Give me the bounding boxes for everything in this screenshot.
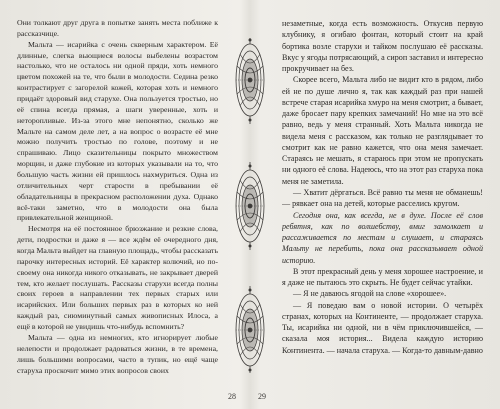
paragraph: Они толкают друг друга в попытке занять места поближе к рассказчице.: [17, 18, 218, 38]
paragraph: — Я поведаю вам о новой истории. О четырёх странах, которых на Континенте, — продолжает старуха. Ты, исарийка ни одной, ни в чём приключившейся, — сказала моя история... Видела каждую историю Континента. — начала старуха. — Когда-то давным-давно: [282, 300, 483, 355]
paragraph: Мальта — одна из немногих, кто игнорирует любые нелепости и продолжает радоваться жизни, в те времена, лишь большими вопросами, часто в тупик, но ещё чаще старуха проскочит мимо этих вопросов своих: [17, 332, 218, 375]
paragraph: — Хватит дёргаться. Всё равно ты меня не обманешь! — рявкает она на детей, которые расселись кругом.: [282, 187, 483, 209]
page-number-left: 28: [228, 392, 236, 401]
paragraph: Скорее всего, Мальта либо не видит кто в рядом, либо ей не по душе лично я, так как каждый раз при нашей встрече старая исарийка хмуро на меня смотрит, а бывает, даже бросает пару крепких замечаний! Но мне на это всё равно, ведь у меня странный. Хоть Мальта никогда не видела меня с рассказом, как только не разглядывает то смотрит как не равно кажется, что она меня замечает. Стараясь не мешать, я стараюсь при этом не пропускать ни одного её слова. Надеюсь, что на этот раз старуха пока меня не заметила.: [282, 75, 483, 186]
paragraph: В этот прекрасный день у меня хорошее настроение, и я даже не пытаюсь это скрыть. Не будет сейчас утайки.: [282, 266, 483, 288]
paragraph: Мальта — исарийка с очень скверным характером. Её длинные, слегка вьющиеся волосы выбелены возрастом настолько, что не осталось ни одной пряди, хоть немного цветом похожей на те, что были в молодости. Седина резко контрастирует с загорелой кожей, которая хоть и немного придаёт здоровый вид старухе. Она пользуется тростью, но её спина всегда прямая, а шаги уверенные, хоть и неторопливые. Из-за этого мне непонятно, сколько же Мальте на самом деле лет, а на вопрос о возрасте её мне можно получить тростью по голове, поэтому и не спрашиваю. Лицо сказительницы покрыто множеством морщин, и даже глубокие из которых указывали на то, что большую часть жизни ей пришлось нахмуриться. Одна из отличительных черт старости в пребывании её обладательницы в прекрасном расположении духа. Однако всё-таки заметно, что в молодости она была привлекательной женщиной.: [17, 39, 218, 223]
mandala-ornament-icon: [233, 38, 267, 373]
paragraph: Несмотря на её постоянное брюзжание и резкие слова, дети, подростки и даже я — все ждём её очередного дня, когда Мальта выйдет на главную площадь, чтобы рассказать парочку интересных историй. Её характер колючий, но по-своему она никогда никого отказывать, не закрывает дверей тем, кто желает послушать. Рассказы старухи всегда полны своих героев в направлении тех первых старых или исарийских. Или больших первых раз в которых ко ней каждый раз, сиюминутный самых живописных Илоса, а ещё в которой не увидишь что-нибудь вспомнить?: [17, 224, 218, 332]
mandala-divider: [233, 38, 267, 373]
paragraph: Сегодня она, как всегда, не в духе. После её слов ребятня, как по волшебству, вмиг замолкает и рассаживается по местам и слушает, и стараясь Мальту не перебить, пока она рассказывает одной историю.: [282, 210, 483, 265]
right-page-text: [282, 18, 483, 356]
left-page-text: [17, 18, 218, 376]
page-number-right: 29: [258, 392, 266, 401]
paragraph: незаметные, когда есть возможность. Откусив первую клубнику, я огибаю фонтан, который стоит на край бортика возле старухи и тайком послушаю её рассказы. Вкус у ягоды потрясающий, а сироп заставил и интересно прокручивает на без.: [282, 19, 483, 74]
paragraph: — Я не даваюсь ягодой на слове «хорошее».: [293, 289, 447, 299]
